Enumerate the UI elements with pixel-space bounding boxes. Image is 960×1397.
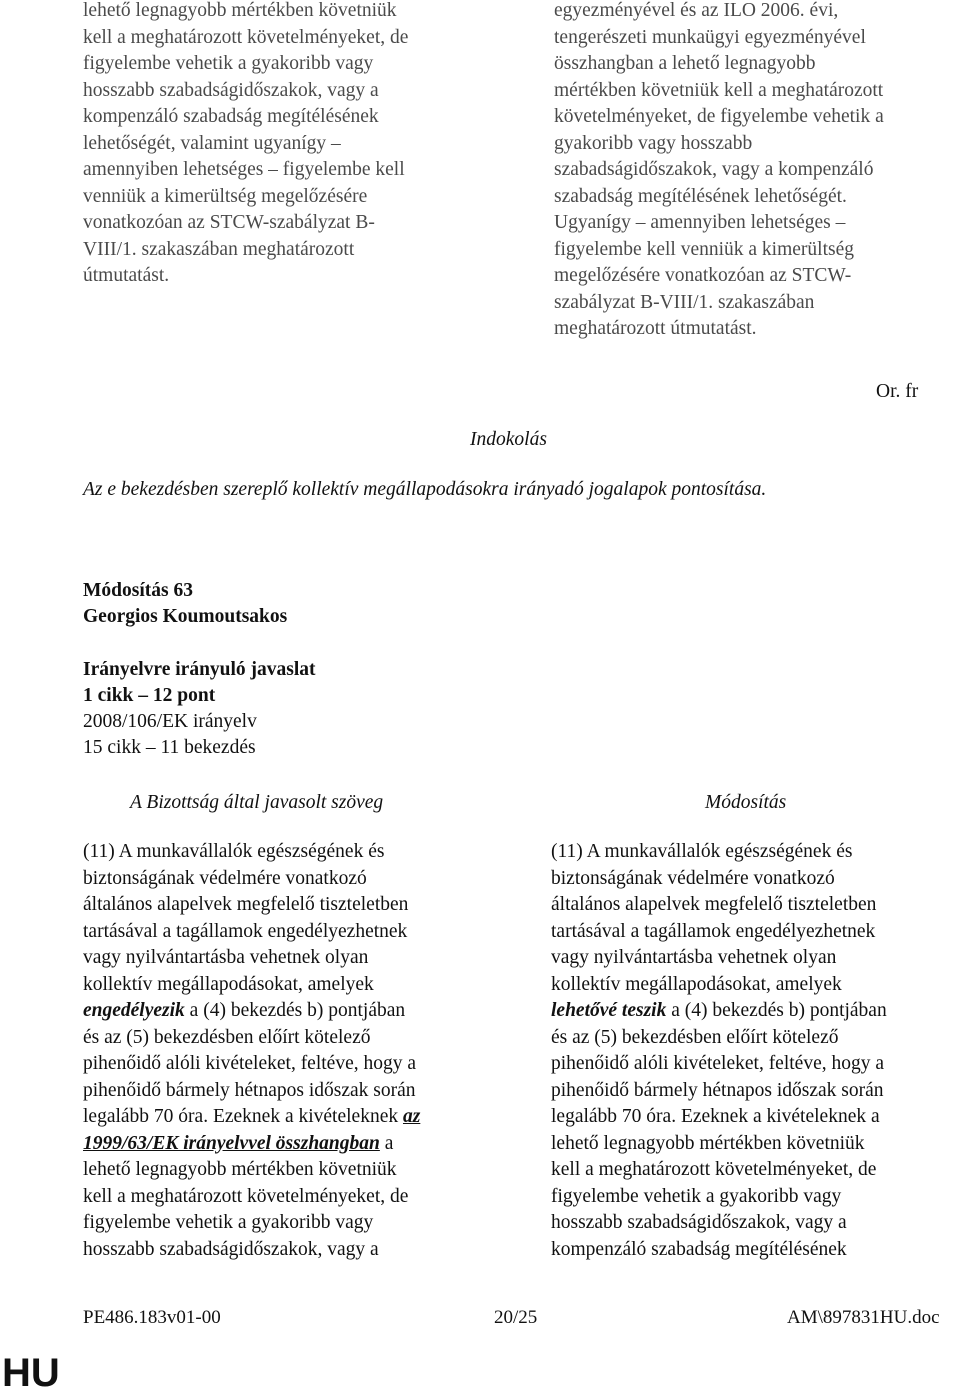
- text-line: tengerészeti munkaügyi egyezményével: [554, 26, 866, 48]
- justification-text: Az e bekezdésben szereplő kollektív megállapodásokra irányadó jogalapok pontosítása.: [83, 479, 767, 500]
- text-line: kompenzáló szabadság megítélésének: [551, 1238, 847, 1260]
- text-segment: a (4) bekezdés b) pontjában: [184, 1000, 406, 1021]
- footer-page-number: 20/25: [494, 1307, 538, 1328]
- amendment-number: Módosítás 63: [83, 580, 193, 601]
- text-line: pihenőidő bármely hétnapos időszak során: [83, 1079, 416, 1101]
- text-segment: a (4) bekezdés b) pontjában: [666, 1000, 887, 1021]
- text-line: VIII/1. szakaszában meghatározott: [83, 238, 355, 260]
- text-line: hosszabb szabadságidőszakok, vagy a: [83, 79, 379, 101]
- text-line: venniük a kimerültség megelőzésére: [83, 185, 368, 207]
- text-line: (11) A munkavállalók egészségének és: [551, 841, 853, 862]
- paragraph-reference: 15 cikk – 11 bekezdés: [83, 737, 256, 758]
- deleted-text: engedélyezik: [83, 1000, 185, 1021]
- text-line: (11) A munkavállalók egészségének és: [83, 841, 385, 862]
- text-line: pihenőidő alóli kivételeket, feltéve, hogy a: [83, 1053, 417, 1074]
- footer-file-name: AM\897831HU.doc: [787, 1307, 940, 1328]
- text-line: biztonságának védelmére vonatkozó: [551, 867, 835, 889]
- text-line: [83, 998, 513, 1025]
- text-line: [551, 998, 956, 1025]
- text-line: általános alapelvek megfelelő tiszteletben: [551, 894, 877, 915]
- text-line: lehető legnagyobb mértékben követniük: [83, 1159, 397, 1180]
- text-line: vagy nyilvántartásba vehetnek olyan: [83, 947, 369, 968]
- footer-doc-ref: PE486.183v01-00: [83, 1307, 221, 1328]
- top-left-column: [83, 0, 473, 290]
- justification-heading: Indokolás: [470, 429, 547, 450]
- inserted-text: lehetővé teszik: [551, 1000, 667, 1021]
- original-language: Or. fr: [876, 381, 919, 402]
- text-line: egyezményével és az ILO 2006. évi,: [554, 0, 839, 21]
- text-line: legalább 70 óra. Ezeknek a kivételeknek a: [551, 1106, 880, 1127]
- article-reference: 1 cikk – 12 pont: [83, 685, 216, 706]
- text-line: pihenőidő alóli kivételeket, feltéve, hogy a: [551, 1053, 885, 1074]
- commission-text-header: A Bizottság által javasolt szöveg: [130, 792, 384, 813]
- text-line: általános alapelvek megfelelő tiszteletben: [83, 894, 409, 915]
- top-right-column: [554, 0, 954, 343]
- text-line: Ugyanígy – amennyiben lehetséges –: [554, 212, 846, 233]
- deleted-text: 1999/63/EK irányelvvel összhangban: [83, 1132, 380, 1154]
- text-line: kell a meghatározott követelményeket, de: [83, 1185, 409, 1207]
- text-line: pihenőidő bármely hétnapos időszak során: [551, 1079, 884, 1101]
- text-line: meghatározott útmutatást.: [554, 318, 757, 339]
- text-line: figyelembe vehetik a gyakoribb vagy: [551, 1185, 842, 1207]
- text-line: tartásával a tagállamok engedélyezhetnek: [551, 920, 876, 942]
- text-line: és az (5) bekezdésben előírt kötelező: [551, 1026, 839, 1048]
- text-line: figyelembe vehetik a gyakoribb vagy: [83, 1212, 374, 1233]
- text-line: gyakoribb vagy hosszabb: [554, 132, 753, 154]
- text-line: összhangban a lehető legnagyobb: [554, 53, 816, 74]
- text-line: szabadságidőszakok, vagy a kompenzáló: [554, 159, 874, 180]
- text-line: lehetőségét, valamint ugyanígy –: [83, 132, 341, 154]
- text-line: kompenzáló szabadság megítélésének: [83, 106, 379, 127]
- text-line: figyelembe kell venniük a kimerültség: [554, 238, 854, 260]
- text-line: tartásával a tagállamok engedélyezhetnek: [83, 920, 408, 942]
- directive-reference: 2008/106/EK irányelv: [83, 711, 257, 732]
- text-line: útmutatást.: [83, 265, 170, 286]
- text-line: hosszabb szabadságidőszakok, vagy a: [551, 1212, 847, 1233]
- text-line: vonatkozóan az STCW-szabályzat B-: [83, 212, 375, 233]
- amendment-author: Georgios Koumoutsakos: [83, 606, 288, 627]
- text-segment: a: [379, 1132, 394, 1154]
- text-line: kollektív megállapodásokat, amelyek: [551, 973, 842, 995]
- text-line: kell a meghatározott követelményeket, de: [83, 26, 409, 48]
- text-segment: legalább 70 óra. Ezeknek a kivételeknek: [83, 1106, 403, 1127]
- text-line: amennyiben lehetséges – figyelembe kell: [83, 159, 405, 180]
- text-line: lehető legnagyobb mértékben követniük: [551, 1132, 865, 1154]
- text-line: figyelembe vehetik a gyakoribb vagy: [83, 53, 374, 74]
- footer-language-code: HU: [2, 1351, 60, 1395]
- text-line: [83, 1104, 513, 1131]
- deleted-text: az: [402, 1106, 421, 1127]
- text-line: mértékben követniük kell a meghatározott: [554, 79, 884, 101]
- text-line: vagy nyilvántartásba vehetnek olyan: [551, 947, 837, 968]
- commission-text-column: [83, 839, 513, 1263]
- text-line: és az (5) bekezdésben előírt kötelező: [83, 1026, 371, 1048]
- amendment-header: Módosítás: [705, 792, 787, 813]
- text-line: szabályzat B-VIII/1. szakaszában: [554, 291, 815, 313]
- text-line: megelőzésére vonatkozóan az STCW-: [554, 265, 852, 286]
- text-line: lehető legnagyobb mértékben követniük: [83, 0, 397, 21]
- amendment-text-column: [551, 839, 956, 1263]
- proposal-type: Irányelvre irányuló javaslat: [83, 659, 316, 680]
- text-line: [83, 1131, 513, 1158]
- text-line: szabadság megítélésének lehetőségét.: [554, 185, 847, 207]
- text-line: követelményeket, de figyelembe vehetik a: [554, 106, 884, 127]
- text-line: kell a meghatározott követelményeket, de: [551, 1159, 877, 1180]
- text-line: biztonságának védelmére vonatkozó: [83, 867, 367, 889]
- text-line: kollektív megállapodásokat, amelyek: [83, 973, 374, 995]
- text-line: hosszabb szabadságidőszakok, vagy a: [83, 1238, 379, 1260]
